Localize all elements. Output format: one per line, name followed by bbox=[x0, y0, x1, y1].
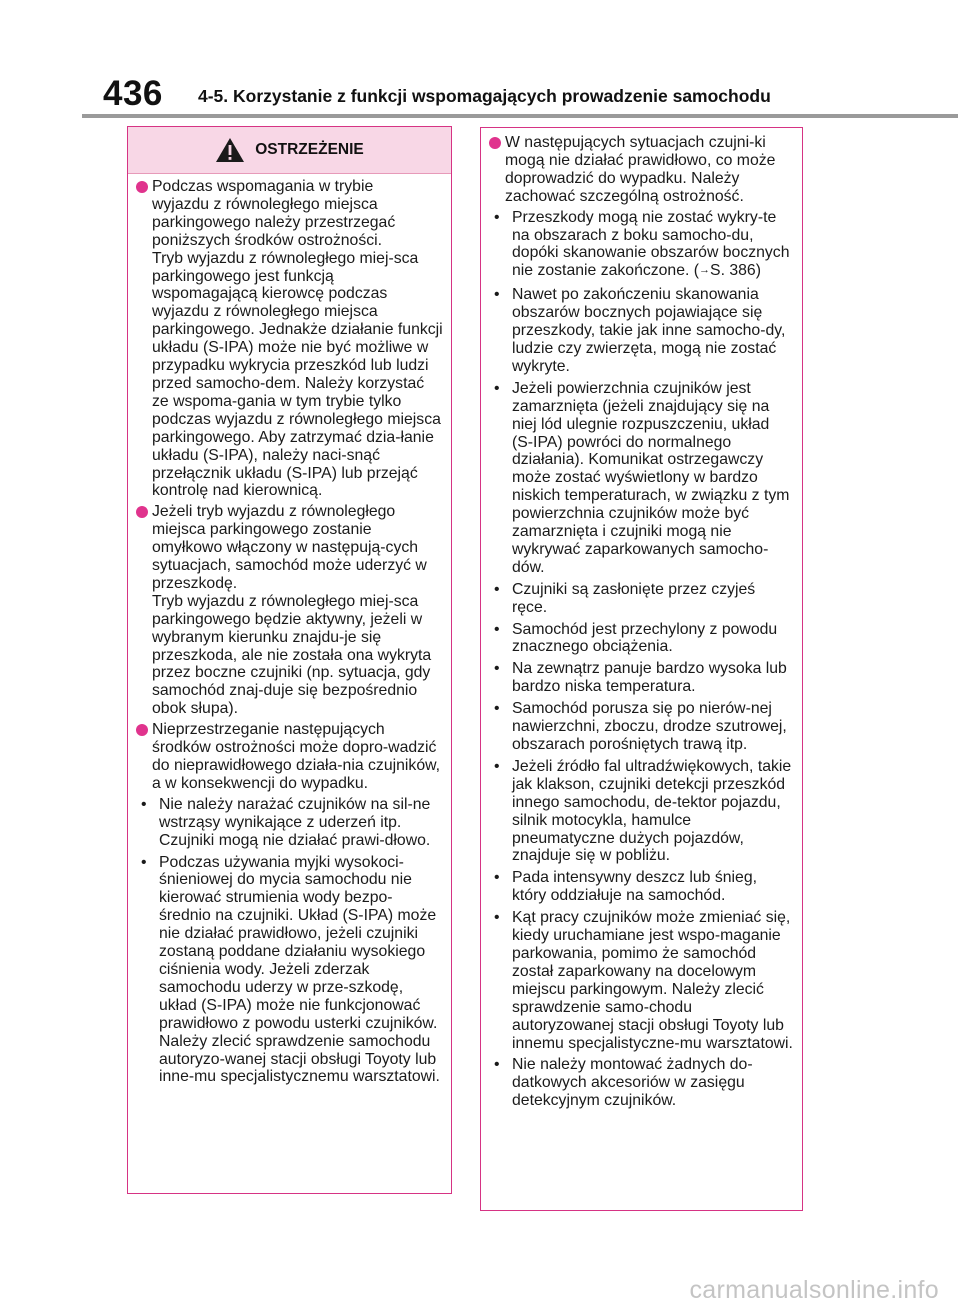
paragraph-line: W następujących sytuacjach czujni-ki mogą nie działać prawidłowo, co może doprowadzić do wypadku. Należy zachować szczególną ostrożność. bbox=[505, 134, 776, 205]
paragraph-line: poniższych środków ostrożności. bbox=[152, 231, 383, 249]
list-item bbox=[489, 581, 794, 617]
bullet-icon: • bbox=[494, 580, 500, 598]
sensor-conditions-body bbox=[481, 128, 802, 1110]
bullet-icon: • bbox=[141, 853, 147, 871]
list-item bbox=[136, 796, 443, 850]
bullet-icon: • bbox=[494, 757, 500, 775]
pink-bullet-icon bbox=[136, 724, 148, 736]
list-item bbox=[489, 758, 794, 865]
bullet-icon: • bbox=[494, 700, 500, 718]
list-item-text: Na zewnątrz panuje bardzo wysoka lub bardzo niska temperatura. bbox=[512, 660, 787, 696]
list-item-text: Jeżeli źródło fal ultradźwiękowych, takie jak klakson, czujniki detekcji przeszkód innego samochodu, de-tektor pojazdu, silnik motocykla, hamulce pneumatyczne dużych pojazdów, znajduje się w pobliżu. bbox=[512, 757, 792, 865]
list-item-text: Jeżeli powierzchnia czujników jest zamarznięta (jeżeli znajdujący się na niej lód ulegnie rozpuszczeniu, układ (S-IPA) powróci do normalnego działania). Komunikat ostrzegawczy może zostać wyświetlony w bardzo niskich temperaturach, w związku z tym powierzchnia czujników może być zamarznięta i czujniki mogą nie wykrywać zaparkowanych samocho-dów. bbox=[512, 379, 790, 576]
list-item bbox=[489, 380, 794, 577]
watermark: carmanualsonline.info bbox=[689, 1276, 939, 1304]
bullet-icon: • bbox=[141, 795, 147, 813]
warning-title: OSTRZEŻENIE bbox=[255, 141, 364, 158]
list-item-text: Samochód jest przechylony z powodu znacznego obciążenia. bbox=[512, 620, 778, 656]
paragraph-line: Podczas wspomagania w trybie bbox=[152, 178, 374, 195]
list-item bbox=[489, 209, 794, 283]
paragraph-detail: Tryb wyjazdu z równoległego miej-sca parkingowego jest funkcją wspomagającą kierowcę podczas wyjazdu z równoległego miejsca parkingowego. Jednakże działanie funkcji układu (S-IPA) może nie być możliwe w przypadku wykrycia przeszkód lub ludzi przed samocho-dem. Należy korzystać ze wspoma-gania w tym trybie tylko podczas wyjazdu z równoległego miejsca parkingowego. Aby zatrzymać dzia-łanie układu (S-IPA), należy naci-snąć przełącznik układu (S-IPA) lub przejąć kontrolę nad kierownicą. bbox=[152, 249, 443, 500]
warning-paragraph-1 bbox=[136, 178, 443, 500]
list-item-text: Nie należy narażać czujników na sil-ne wstrząsy wynikające z uderzeń itp. Czujniki mogą nie działać prawi-dłowo. bbox=[159, 795, 431, 849]
list-item-text: Czujniki są zasłonięte przez czyjeś ręce. bbox=[512, 580, 756, 616]
list-item-text: Podczas używania myjki wysokoci-śnieniowej do mycia samochodu nie kierować strumienia wody bezpo-średnio na czujniki. Układ (S-IPA) może nie działać prawidłowo, jeżeli czujniki zostaną poddane działaniu wysokiego ciśnienia wody. Jeżeli zderzak samochodu uderzy w prze-szkodę, układ (S-IPA) może nie funkcjonować prawidłowo z powodu usterki czujników. Należy zlecić sprawdzenie samochodu autoryzo-wanej stacji obsługi Toyoty lub inne-mu specjalistycznemu warsztatowi. bbox=[159, 853, 440, 1086]
bullet-icon: • bbox=[494, 208, 500, 226]
warning-box bbox=[127, 126, 452, 1194]
section-title: 4-5. Korzystanie z funkcji wspomagających prowadzenie samochodu bbox=[198, 86, 771, 106]
bullet-icon: • bbox=[494, 1056, 500, 1074]
bullet-icon: • bbox=[494, 620, 500, 638]
warning-paragraph-2 bbox=[136, 503, 443, 718]
pink-bullet-icon bbox=[136, 181, 148, 193]
bullet-icon: • bbox=[494, 286, 500, 304]
sensor-conditions-box bbox=[480, 127, 803, 1211]
paragraph-line: Nieprzestrzeganie następujących środków ostrożności może dopro-wadzić do nieprawidłowego działa-nia czujników, a w konsekwencji do wypadku. bbox=[152, 721, 441, 792]
pink-bullet-icon bbox=[136, 506, 148, 518]
list-item bbox=[489, 1056, 794, 1110]
warning-header bbox=[128, 127, 451, 174]
page-reference-link[interactable]: S. 386) bbox=[710, 262, 761, 280]
bullet-icon: • bbox=[494, 379, 500, 397]
list-item-text: Pada intensywny deszcz lub śnieg, który oddziałuje na samochód. bbox=[512, 869, 757, 905]
list-item-text: Nie należy montować żadnych do-datkowych akcesoriów w zasięgu detekcyjnym czujników. bbox=[512, 1056, 753, 1110]
list-item-text: Kąt pracy czujników może zmieniać się, kiedy uruchamiane jest wspo-maganie parkowania, pomimo że samochód został zaparkowany na docelowym miejscu parkingowym. Należy zlecić sprawdzenie samo-chodu autoryzowanej stacji obsługi Toyoty lub innemu specjalistyczne-mu warsztatowi. bbox=[512, 909, 793, 1052]
paragraph-line: Jeżeli tryb wyjazdu z równoległego miejsca parkingowego zostanie omyłkowo włączony w następują-cych sytuacjach, samochód może uderzyć w przeszkodę. bbox=[152, 503, 427, 592]
bullet-icon: • bbox=[494, 869, 500, 887]
list-item-text: Samochód porusza się po nierów-nej nawierzchni, zboczu, drodze szutrowej, obszarach porośniętych trawą itp. bbox=[512, 700, 787, 753]
sensor-intro bbox=[489, 134, 794, 206]
paragraph-line: parkingowego należy przestrzegać bbox=[152, 213, 396, 231]
list-item bbox=[136, 854, 443, 1087]
paragraph-detail: Tryb wyjazdu z równoległego miej-sca parkingowego będzie aktywny, jeżeli w wybranym kierunku znajdu-je się przeszkoda, ale nie została ona wykryta przez boczne czujniki (np. sytuacja, gdy samochód znaj-duje się bezpośrednio obok słupa). bbox=[152, 592, 432, 718]
warning-paragraph-3 bbox=[136, 721, 443, 793]
warning-triangle-icon bbox=[215, 137, 245, 163]
list-item bbox=[489, 660, 794, 696]
list-item-text: Nawet po zakończeniu skanowania obszarów bocznych pojawiające się przeszkody, takie jak inne samocho-dy, ludzie czy zwierzęta, mogą nie zostać wykryte. bbox=[512, 286, 786, 375]
bullet-icon: • bbox=[494, 660, 500, 678]
page-number: 436 bbox=[103, 74, 163, 113]
warning-body bbox=[128, 174, 451, 1086]
header-rule bbox=[82, 114, 958, 118]
list-item-text: Przeszkody mogą nie zostać wykry-te na obszarach z boku samocho-du, dopóki skanowanie obszarów bocznych nie zostanie zakończone. ( bbox=[512, 208, 790, 280]
arrow-icon: → bbox=[699, 264, 711, 277]
list-item bbox=[489, 621, 794, 657]
list-item bbox=[489, 869, 794, 905]
list-item bbox=[489, 700, 794, 754]
list-item bbox=[489, 909, 794, 1052]
list-item bbox=[489, 286, 794, 376]
pink-bullet-icon bbox=[489, 137, 501, 149]
bullet-icon: • bbox=[494, 909, 500, 927]
paragraph-line: wyjazdu z równoległego miejsca bbox=[152, 195, 378, 213]
